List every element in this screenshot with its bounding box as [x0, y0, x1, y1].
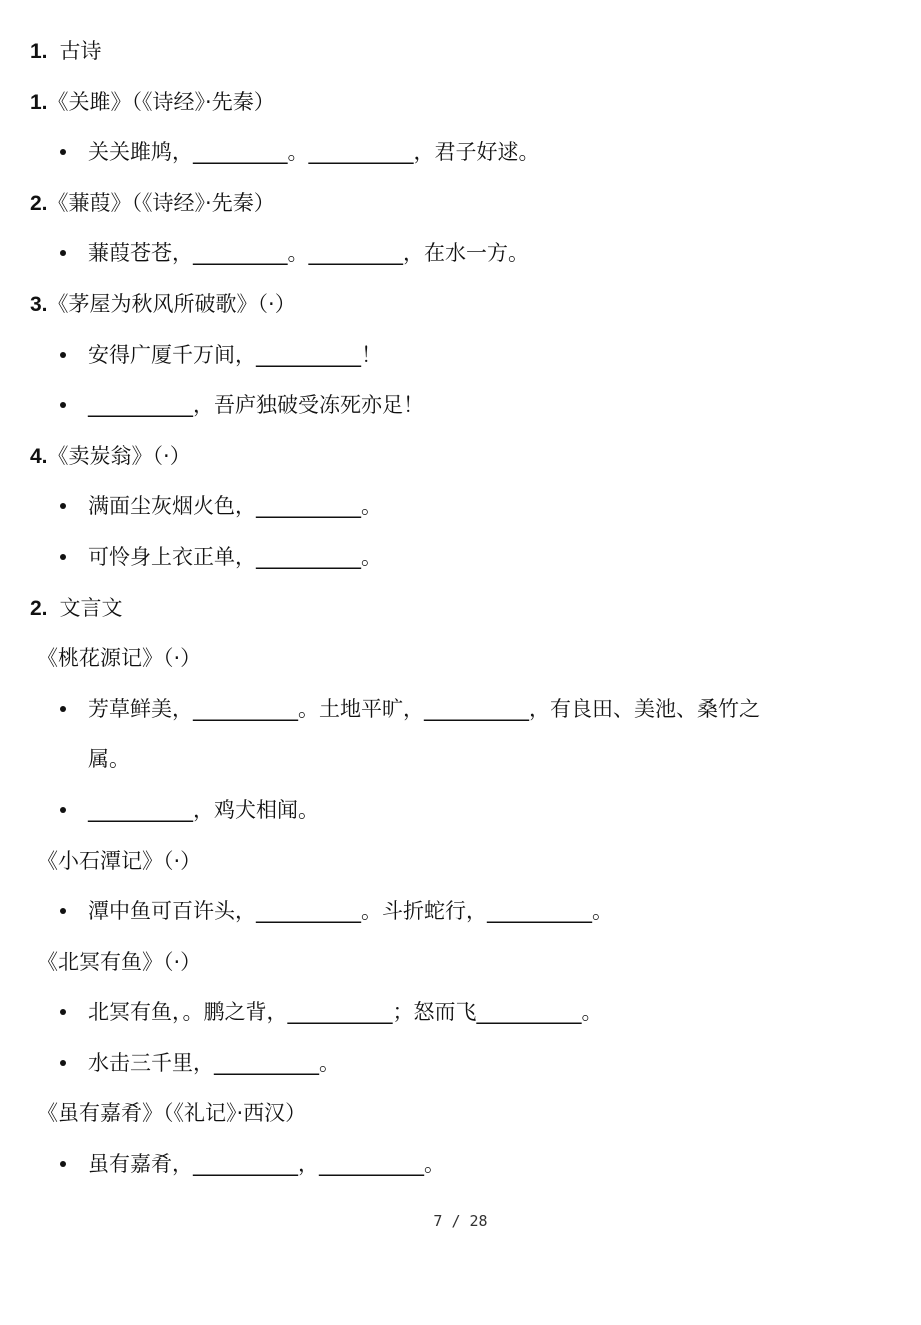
list-item: [0, 886, 921, 937]
list-item: [0, 532, 921, 583]
bullet-icon: [60, 807, 66, 813]
fill-blank-text: __________，鸡犬相闻。: [88, 797, 319, 822]
heading-number: 2.: [30, 191, 48, 215]
prose-heading-suiyoujiayao: [0, 1088, 921, 1139]
bullet-icon: [60, 149, 66, 155]
list-item: [0, 785, 921, 836]
poem-heading-guanju: [0, 77, 921, 128]
bullet-icon: [60, 554, 66, 560]
fill-blank-text: __________，吾庐独破受冻死亦足！: [88, 393, 424, 418]
list-item: [0, 380, 921, 431]
fill-blank-text: 虽有嘉肴，__________，__________。: [88, 1152, 445, 1177]
heading-text: 古诗: [59, 39, 102, 63]
list-item: [0, 684, 921, 735]
prose-heading-beiming: [0, 937, 921, 988]
list-item: [0, 127, 921, 178]
heading-number: 2.: [30, 596, 48, 620]
fill-blank-text: 满面尘灰烟火色，__________。: [88, 494, 382, 519]
list-item: [0, 1139, 921, 1190]
poem-heading-maitanweng: [0, 431, 921, 482]
document-body: [0, 26, 921, 1190]
poem-heading-maowu: [0, 279, 921, 330]
list-item: [0, 330, 921, 381]
fill-blank-text: 安得广厦千万间，__________！: [88, 342, 382, 367]
heading-text: 《北冥有鱼》（·）: [37, 949, 202, 974]
bullet-icon: [60, 908, 66, 914]
bullet-icon: [60, 1060, 66, 1066]
bullet-icon: [60, 402, 66, 408]
heading-text: 《关雎》（《诗经》·先秦）: [47, 89, 275, 114]
fill-blank-text: 潭中鱼可百许头，__________。斗折蛇行，__________。: [88, 899, 613, 924]
bullet-icon: [60, 706, 66, 712]
fill-blank-text: 可怜身上衣正单，__________。: [88, 544, 382, 569]
fill-blank-text: 芳草鲜美，__________。土地平旷，__________，有良田、美池、桑竹之: [88, 696, 760, 721]
heading-text: 文言文: [59, 595, 123, 620]
bullet-icon: [60, 352, 66, 358]
page-number: 7 / 28: [433, 1212, 488, 1230]
list-item: [0, 228, 921, 279]
heading-text: 《卖炭翁》（·）: [47, 443, 191, 468]
list-item: [0, 987, 921, 1038]
fill-blank-text: 属。: [88, 747, 130, 772]
fill-blank-text: 北冥有鱼，。鹏之背，__________；怒而飞__________。: [88, 1000, 603, 1025]
poem-heading-jianjia: [0, 178, 921, 229]
heading-text: 《桃花源记》（·）: [37, 646, 202, 671]
fill-blank-text: 关关雎鸠，_________。__________，君子好逑。: [88, 140, 540, 165]
prose-heading-taohuayuan: [0, 633, 921, 684]
bullet-icon: [60, 1161, 66, 1167]
list-item: [0, 481, 921, 532]
list-item: [0, 1038, 921, 1089]
heading-number: 4.: [30, 444, 48, 468]
heading-number: 3.: [30, 292, 48, 316]
heading-text: 《茅屋为秋风所破歌》（·）: [47, 291, 296, 316]
bullet-icon: [60, 503, 66, 509]
prose-heading-xiaoshitan: [0, 836, 921, 887]
list-item-continuation: [0, 734, 921, 785]
section-heading-poetry: [0, 26, 921, 77]
heading-text: 《虽有嘉肴》（《礼记》·西汉）: [37, 1101, 307, 1126]
fill-blank-text: 蒹葭苍苍，_________。_________，在水一方。: [88, 241, 529, 266]
bullet-icon: [60, 250, 66, 256]
heading-text: 《蒹葭》（《诗经》·先秦）: [47, 190, 275, 215]
fill-blank-text: 水击三千里，__________。: [88, 1050, 340, 1075]
heading-text: 《小石潭记》（·）: [37, 848, 202, 873]
heading-number: 1.: [30, 40, 48, 63]
heading-number: 1.: [30, 90, 48, 114]
section-heading-classical-prose: [0, 583, 921, 634]
bullet-icon: [60, 1009, 66, 1015]
